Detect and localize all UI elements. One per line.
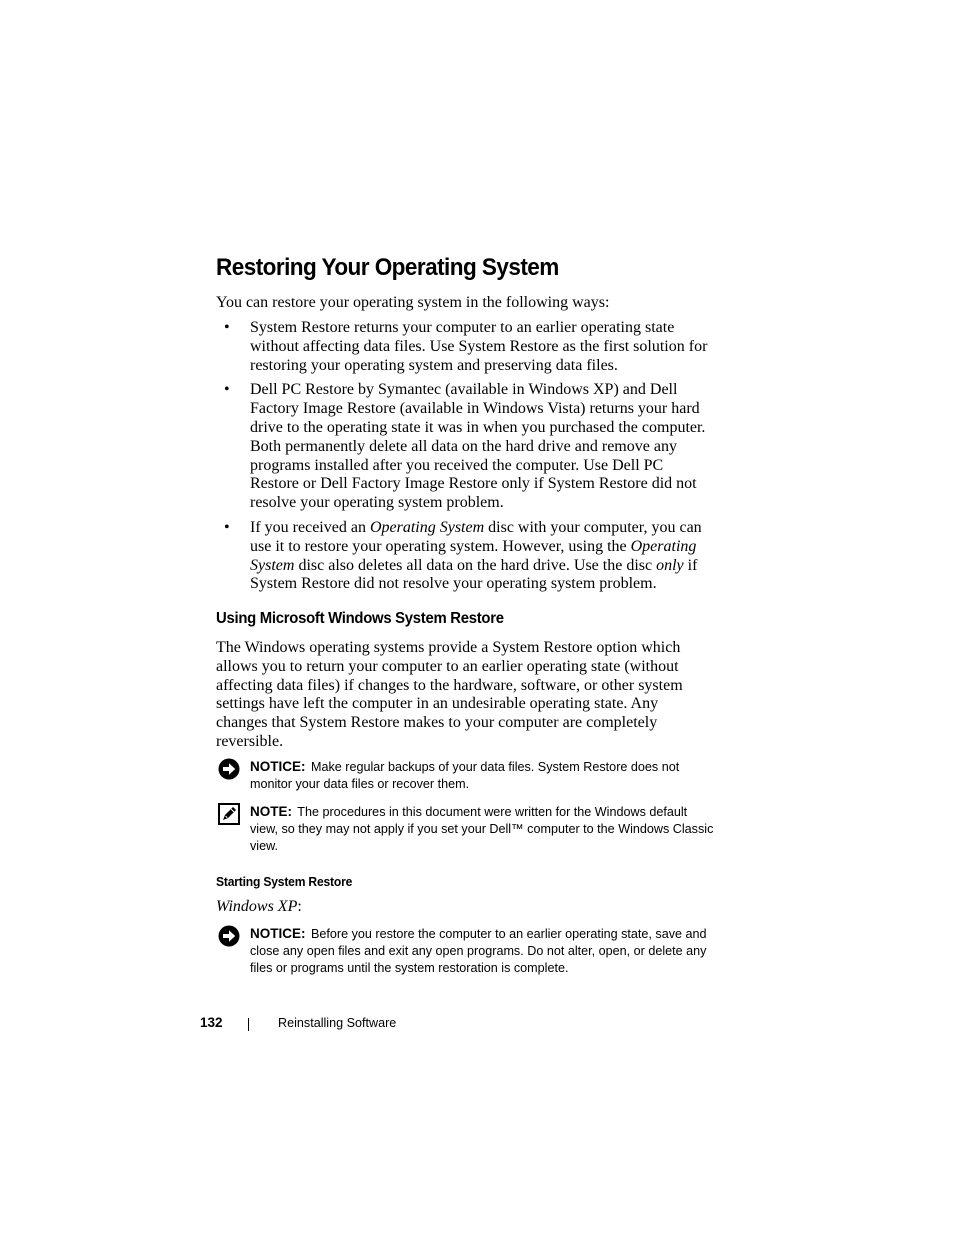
section-heading: Using Microsoft Windows System Restore bbox=[216, 610, 504, 627]
intro-paragraph: You can restore your operating system in the following ways: bbox=[216, 294, 610, 311]
chapter-title: Reinstalling Software bbox=[278, 1016, 397, 1030]
bullet-icon: • bbox=[224, 518, 230, 536]
os-label bbox=[216, 898, 302, 917]
list-item bbox=[216, 319, 716, 375]
subsection-heading: Starting System Restore bbox=[216, 874, 353, 889]
list-item-text bbox=[250, 519, 702, 592]
notice-text bbox=[250, 758, 716, 793]
list-item bbox=[216, 519, 716, 594]
text-run: disc also deletes all data on the hard drive. Use the disc bbox=[294, 556, 657, 574]
restore-options-list bbox=[216, 319, 716, 600]
notice-box bbox=[216, 758, 716, 793]
emphasis-text: only bbox=[656, 556, 684, 574]
bullet-icon: • bbox=[224, 319, 230, 336]
list-item-text: Dell PC Restore by Symantec (available in Windows XP) and Dell Factory Image Restore (available in Windows Vista) returns your hard drive to the operating state it was in when you purchased the computer. Both permanently delete all data on the hard drive and remove any programs installed after you received the computer. Use Dell PC Restore or Dell Factory Image Restore only if System Restore did not resolve your operating system problem. bbox=[250, 381, 706, 512]
note-text bbox=[250, 803, 716, 855]
notice-body: Before you restore the computer to an earlier operating state, save and close any open files and exit any open programs. Do not alter, open, or delete any files or programs until the system restoration is complete. bbox=[250, 927, 707, 975]
notice-label: NOTICE: bbox=[250, 926, 306, 941]
text-run: If you received an bbox=[250, 518, 370, 536]
list-item bbox=[216, 381, 716, 513]
text-run: if System Restore did not resolve your operating system problem. bbox=[250, 556, 698, 593]
list-item-text: System Restore returns your computer to an earlier operating state without affecting data files. Use System Restore as the first solution for restoring your operating system and preserving data files. bbox=[250, 319, 708, 374]
notice-body: Make regular backups of your data files. System Restore does not monitor your data files or recover them. bbox=[250, 760, 680, 791]
note-pencil-icon bbox=[218, 803, 240, 825]
section-paragraph: The Windows operating systems provide a System Restore option which allows you to return your computer to an earlier operating state (without affecting data files) if changes to the hardware, software, or other system settings have left the computer in an undesirable operating state. Any changes that System Restore makes to your computer are completely reversible. bbox=[216, 639, 683, 750]
os-label-suffix: : bbox=[297, 898, 302, 915]
note-box bbox=[216, 803, 716, 855]
emphasis-text: Operating System bbox=[250, 537, 697, 574]
notice-text bbox=[250, 925, 716, 977]
notice-label: NOTICE: bbox=[250, 759, 306, 774]
notice-arrow-icon bbox=[218, 758, 240, 780]
os-name: Windows XP bbox=[216, 898, 298, 915]
note-body: The procedures in this document were written for the Windows default view, so they may not apply if you set your Dell™ computer to the Windows Classic view. bbox=[250, 805, 714, 853]
text-run: disc with your computer, you can use it to restore your operating system. However, using the bbox=[250, 518, 702, 555]
notice-box bbox=[216, 925, 716, 977]
bullet-icon: • bbox=[224, 381, 230, 399]
page-heading: Restoring Your Operating System bbox=[216, 254, 559, 281]
note-label: NOTE: bbox=[250, 804, 292, 819]
emphasis-text: Operating System bbox=[369, 518, 485, 536]
page-number: 132 bbox=[200, 1015, 223, 1030]
footer-divider bbox=[248, 1018, 249, 1031]
notice-arrow-icon bbox=[218, 925, 240, 947]
